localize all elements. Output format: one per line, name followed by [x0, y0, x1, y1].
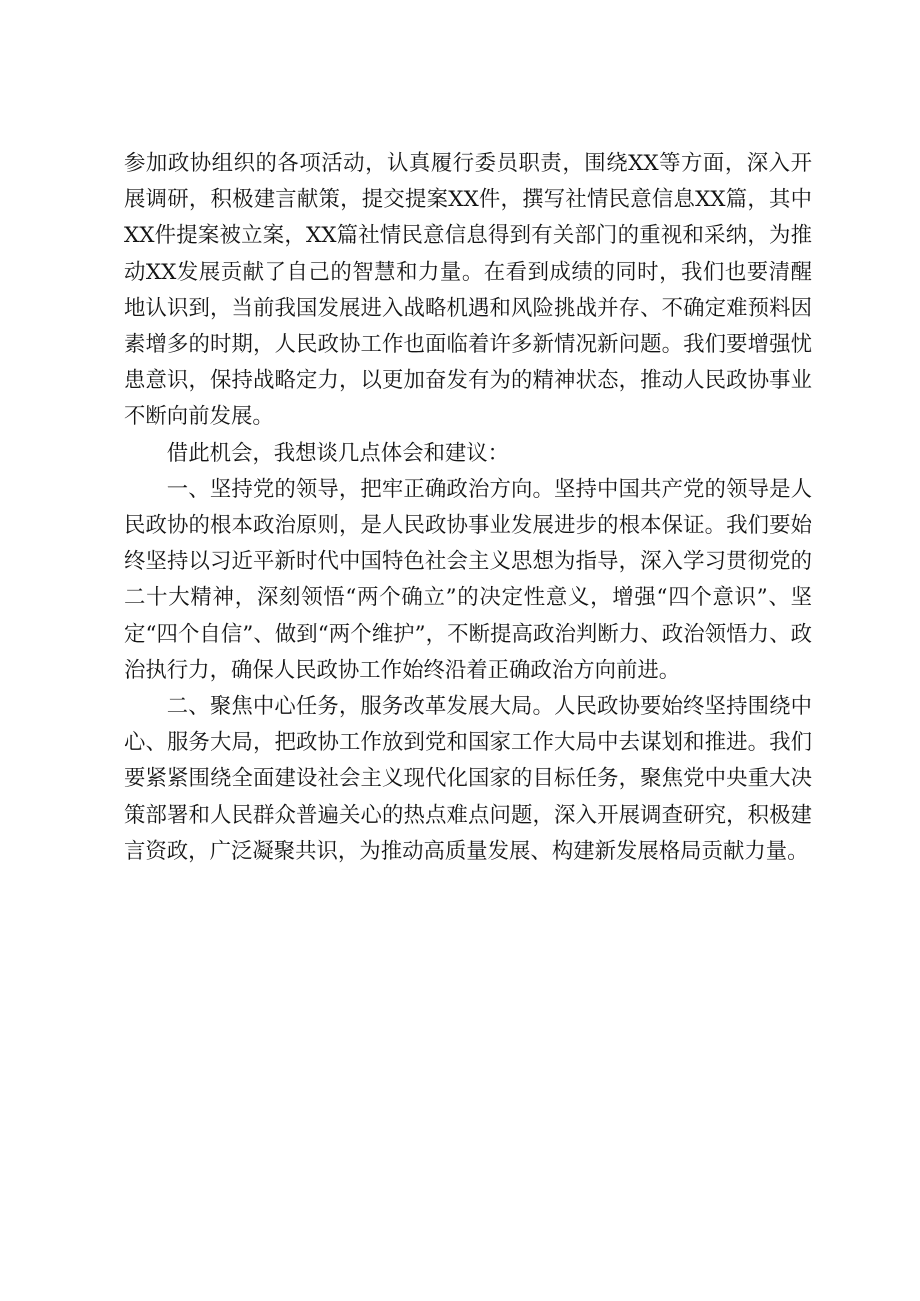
paragraph-3: 一、坚持党的领导，把牢正确政治方向。坚持中国共产党的领导是人民政协的根本政治原则，是人民政协事业发展进步的根本保证。我们要始终坚持以习近平新时代中国特色社会主义思想为指导，深入学习贯彻党的二十大精神，深刻领悟“两个确立”的决定性意义，增强“四个意识”、坚定“四个自信”、做到“两个维护”，不断提高政治判断力、政治领悟力、政治执行力，确保人民政协工作始终沿着正确政治方向前进。 — [124, 476, 812, 683]
paragraph-4: 二、聚焦中心任务，服务改革发展大局。人民政协要始终坚持围绕中心、服务大局，把政协工作放到党和国家工作大局中去谋划和推进。我们要紧紧围绕全面建设社会主义现代化国家的目标任务，聚焦党中央重大决策部署和人民群众普遍关心的热点难点问题，深入开展调查研究，积极建言资政，广泛凝聚共识，为推动高质量发展、构建新发展格局贡献力量。 — [124, 694, 812, 864]
document-body — [124, 146, 812, 870]
paragraph-2: 借此机会，我想谈几点体会和建议： — [166, 440, 510, 466]
paragraph-1: 参加政协组织的各项活动，认真履行委员职责，围绕XX等方面，深入开展调研，积极建言献策，提交提案XX件，撰写社情民意信息XX篇，其中XX件提案被立案，XX篇社情民意信息得到有关部门的重视和采纳，为推动XX发展贡献了自己的智慧和力量。在看到成绩的同时，我们也要清醒地认识到，当前我国发展进入战略机遇和风险挑战并存、不确定难预料因素增多的时期，人民政协工作也面临着许多新情况新问题。我们要增强忧患意识，保持战略定力，以更加奋发有为的精神状态，推动人民政协事业不断向前发展。 — [124, 151, 812, 430]
